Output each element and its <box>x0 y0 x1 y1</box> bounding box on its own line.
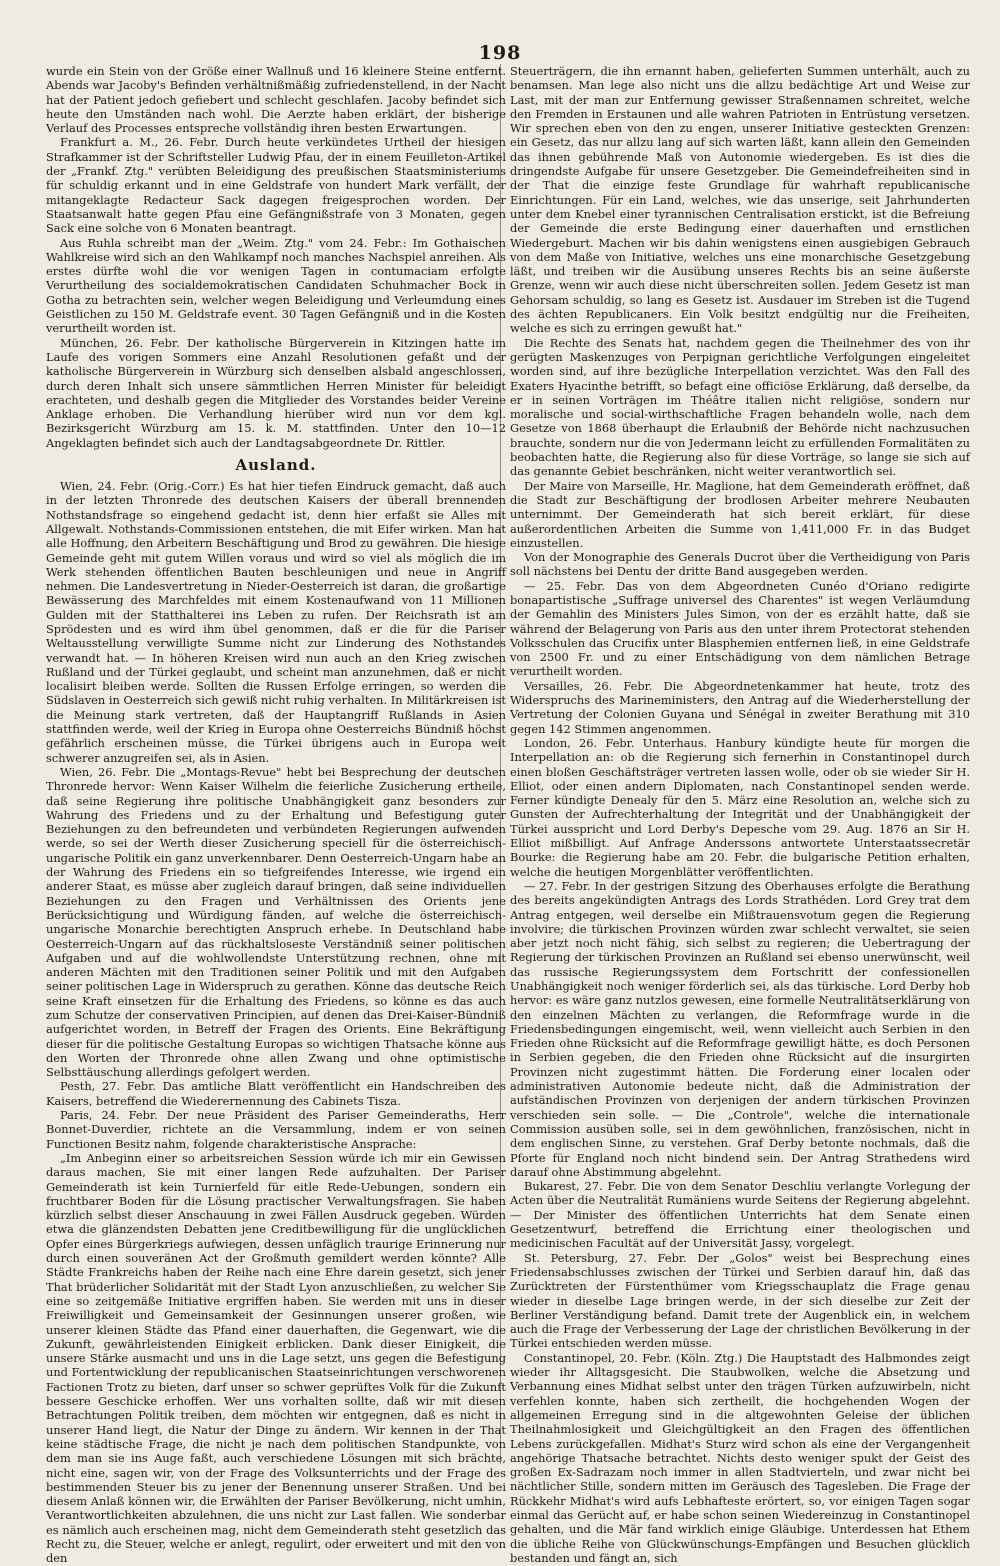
left-column <box>46 64 506 1566</box>
article-paragraph: — 27. Febr. In der gestrigen Sitzung des Oberhauses erfolgte die Berathung des bereits angekündigten Antrags des Lords Strathéden. Lord Grey trat dem Antrag entgegen, weil derselbe ein Mißtrauensvotum gegen die Regierung involvire; die türkischen Provinzen würden zwar schlecht verwaltet, sie seien aber jetzt noch nicht fähig, sich selbst zu regieren; die Uebertragung der Regierung der türkischen Provinzen an Rußland sei ebenso unerwünscht, weil das russische Regierungssystem dem Fortschritt der confessionellen Unabhängigkeit noch weniger förderlich sei, als das türkische. Lord Derby hob hervor: es wäre ganz nutzlos gewesen, eine formelle Neutralitätserklärung von den einzelnen Mächten zu verlangen, die Reformfrage wurde in die Friedensbedingungen eingemischt, weil, wenn vielleicht auch Serbien in den Frieden ohne Rücksicht auf die Reformfrage gewilligt hätte, es doch Personen in Serbien gegeben, die den Frieden ohne Rücksicht auf die insurgirten Provinzen nicht zugestimmt hätten. Die Forderung einer localen oder administrativen Autonomie bedeute nicht, daß die Administration der aufständischen Provinzen von derjenigen der andern türkischen Provinzen verschieden sein solle. — Die „Controle", welche die internationale Commission ausüben solle, sei in dem gewöhnlichen, französischen, nicht in dem englischen Sinne, zu verstehen. Graf Derby betonte nochmals, daß die Pforte für England noch nicht bindend sein. Der Antrag Strathedens wird darauf ohne Abstimmung abgelehnt. <box>510 878 970 1179</box>
article-paragraph: Constantinopel, 20. Febr. (Köln. Ztg.) Die Hauptstadt des Halbmondes zeigt wieder ihr Alltagsgesicht. Die Staubwolken, welche die Absetzung und Verbannung eines Midhat selbst unter den trägen Türken aufzuwirbeln, nicht verfehlen konnte, haben sich zertheilt, die hochgehenden Wogen der allgemeinen Erregung sind in die altgewohnten Geleise der üblichen Theilnahmlosigkeit und Gleichgültigkeit an den Fragen des öffentlichen Lebens zurückgefallen. Midhat's Sturz wird schon als eine der Vergangenheit angehörige Thatsache betrachtet. Nichts desto weniger spukt der Geist des großen Ex-Sadrazam noch immer in allen Stadtvierteln, und zwar nicht bei nächtlicher Stille, sondern mitten im Geräusch des Tagesleben. Die Frage der Rückkehr Midhat's wird aufs Lebhafteste erörtert, so, vor einigen Tagen sogar einmal das Gerücht auf, er habe schon seinen Wiedereinzug in Constantinopel gehalten, und die Mär fand wirklich einige Gläubige. Unterdessen hat Ethem die übliche Reihe von Glückwünschungs-Empfängen und Besuchen glücklich bestanden und fängt an, sich <box>510 1350 970 1565</box>
article-paragraph: München, 26. Febr. Der katholische Bürgerverein in Kitzingen hatte im Laufe des vorigen Sommers eine Anzahl Resolutionen gefaßt und der katholische Bürgerverein in Würzburg sich denselben alsbald angeschlossen, durch deren Inhalt sich unsere sämmtlichen Herren Minister für beleidigt erachteten, und deshalb gegen die Mitglieder des Vorstandes beider Vereine Anklage erhoben. Die Verhandlung hierüber wird nun vor dem kgl. Bezirksgericht Würzburg am 15. k. M. stattfinden. Unter den 10—12 Angeklagten befindet sich auch der Landtagsabgeordnete Dr. Rittler. <box>46 335 506 450</box>
article-paragraph: Frankfurt a. M., 26. Febr. Durch heute verkündetes Urtheil der hiesigen Strafkammer ist der Schriftsteller Ludwig Pfau, der in einem Feuilleton-Artikel der „Frankf. Ztg." verübten Beleidigung des preußischen Staatsministeriums für schuldig erkannt und in eine Geldstrafe von hundert Mark verfällt, der mitangeklagte Redacteur Sack dagegen freigesprochen worden. Der Staatsanwalt hatte gegen Pfau eine Gefängnißstrafe von 3 Monaten, gegen Sack eine solche von 6 Monaten beantragt. <box>46 135 506 236</box>
article-paragraph: — 25. Febr. Das von dem Abgeordneten Cunéo d'Oriano redigirte bonapartistische „Suffrage universel des Charentes" ist wegen Verläumdung der Gemahlin des Ministers Jules Simon, von der es erzählt hatte, daß sie während der Belagerung von Paris aus den unter ihrem Protectorat stehenden Volksschulen das Crucifix unter Blasphemien entfernen ließ, in eine Geldstrafe von 2500 Fr. und zu einer Entschädigung von dem nämlichen Betrage verurtheilt worden. <box>510 578 970 679</box>
right-column <box>510 64 970 1565</box>
section-heading: Ausland. <box>235 456 317 475</box>
article-paragraph: Bukarest, 27. Febr. Die von dem Senator Deschliu verlangte Vorlegung der Acten über die Neutralität Rumäniens wurde Seitens der Regierung abgelehnt. — Der Minister des öffentlichen Unterrichts hat dem Senate einen Gesetzentwurf, betreffend die Errichtung einer theologischen und medicinischen Facultät auf der Universität Jassy, vorgelegt. <box>510 1179 970 1251</box>
article-paragraph: Der Maire von Marseille, Hr. Maglione, hat dem Gemeinderath eröffnet, daß die Stadt zur Beschäftigung der brodlosen Arbeiter mehrere Neubauten unternimmt. Der Gemeinderath hat sich bereit erklärt, für diese außerordentlichen Arbeiten die Summe von 1,411,000 Fr. in das Budget einzustellen. <box>510 478 970 550</box>
article-paragraph: Steuerträgern, die ihn ernannt haben, gelieferten Summen unterhält, auch zu benamsen. Man lege also nicht uns die allzu bedächtige Art und Weise zur Last, mit der man zur Entfernung gewisser Straßennamen schreitet, welche den Fremden in Erstaunen und alle wahren Patrioten in Entrüstung versetzen. Wir sprechen eben von den zu engen, unserer Initiative gesteckten Grenzen: ein Gesetz, das nur allzu lang auf sich warten läßt, kann allein den Gemeinden das ihnen gebührende Maß von Autonomie wiedergeben. Es ist dies die dringendste Aufgabe für unsere Gesetzgeber. Die Gemeindefreiheiten sind in der That die einzige feste Grundlage für wahrhaft republicanische Einrichtungen. Für ein Land, welches, wie das unserige, seit Jahrhunderten unter dem Knebel einer tyrannischen Centralisation erstickt, ist die Befreiung der Gemeinde die erste Bedingung einer dauerhaften und ernstlichen Wiedergeburt. Machen wir bis dahin wenigstens einen ausgiebigen Gebrauch von dem Maße von Initiative, welches uns eine monarchische Gesetzgebung läßt, und treiben wir die Ausübung unseres Rechts bis an seine äußerste Grenze, wenn wir auch diese nicht überschreiten sollen. Jedem Gesetz ist man Gehorsam schuldig, so lang es Gesetz ist. Ausdauer im Streben ist die Tugend des ächten Republicaners. Ein Volk besitzt endgültig nur die Freiheiten, welche es sich zu erringen gewußt hat." <box>510 64 970 336</box>
article-paragraph: Wien, 24. Febr. (Orig.-Corr.) Es hat hier tiefen Eindruck gemacht, daß auch in der letzten Thronrede des deutschen Kaisers der überall brennenden Nothstandsfrage so eingehend gedacht ist, denn hier erfaßt sie Alles mit Allgewalt. Nothstands-Commissionen entstehen, die mit Eifer wirken. Man hat alle Hoffnung, den Arbeitern Beschäftigung und Brod zu gewähren. Die hiesige Gemeinde geht mit gutem Willen voraus und wird so viel als möglich die im Werk stehenden öffentlichen Bauten beschleunigen und neue in Angriff nehmen. Die Landesvertretung in Nieder-Oesterreich ist daran, die großartige Bewässerung des Marchfeldes mit einem Kostenaufwand von 11 Millionen Gulden mit der Statthalterei ins Leben zu rufen. Der Reichsrath ist am Sprödesten und es wird ihm übel genommen, daß er die für die Pariser Weltausstellung verwilligte Summe nicht zur Linderung des Nothstandes verwandt hat. — In höheren Kreisen wird nun auch an den Krieg zwischen Rußland und der Türkei geglaubt, und scheint man anzunehmen, daß er nicht localisirt bleiben werde. Sollten die Russen Erfolge erringen, so werden die Südslaven in Oesterreich sich gewiß nicht ruhig verhalten. In Militärkreisen ist die Meinung stark vertreten, daß der Hauptangriff Rußlands in Asien stattfinden werde, weil der Krieg in Europa ohne Oesterreichs Bündniß höchst gefährlich erscheinen müsse, die Türkei übrigens auch in Europa weit schwerer anzugreifen sei, als in Asien. <box>46 479 506 765</box>
article-paragraph: Aus Ruhla schreibt man der „Weim. Ztg." vom 24. Febr.: Im Gothaischen Wahlkreise wird sich an den Wahlkampf noch manches Nachspiel anreihen. Als erstes dürfte wohl die vor wenigen Tagen in contumaciam erfolgte Verurtheilung des socialdemokratischen Candidaten Schuhmacher Bock in Gotha zu betrachten sein, welcher wegen Beleidigung und Verleumdung eines Geistlichen zu 150 M. Geldstrafe event. 30 Tagen Gefängniß und in die Kosten verurtheilt worden ist. <box>46 235 506 336</box>
article-paragraph: Pesth, 27. Febr. Das amtliche Blatt veröffentlicht ein Handschreiben des Kaisers, betreffend die Wiederernennung des Cabinets Tisza. <box>46 1079 506 1108</box>
article-paragraph: St. Petersburg, 27. Febr. Der „Golos" weist bei Besprechung eines Friedensabschlusses zwischen der Türkei und Serbien darauf hin, daß das Zurücktreten der Fürstenthümer vom Kriegsschauplatz die Frage genau wieder in dieselbe Lage bringen werde, in der sich dieselbe zur Zeit der Berliner Verständigung befand. Damit trete der Augenblick ein, in welchem auch die Frage der Verbesserung der Lage der christlichen Bevölkerung in der Türkei entschieden werden müsse. <box>510 1250 970 1351</box>
article-paragraph: Die Rechte des Senats hat, nachdem gegen die Theilnehmer des von ihr gerügten Maskenzuges von Perpignan gerichtliche Verfolgungen eingeleitet worden sind, auf ihre bezügliche Interpellation verzichtet. Was den Fall des Exaters Hyacinthe betrifft, so befagt eine officiöse Erklärung, daß derselbe, da er in seinen Vorträgen im Théâtre italien nicht religiöse, sondern nur moralische und social-wirthschaftliche Fragen behandeln wolle, nach dem Gesetze von 1868 überhaupt die Erlaubniß der Behörde nicht nachzusuchen brauchte, sondern nur die von Jedermann leicht zu erfüllenden Formalitäten zu beobachten hatte, die Regierung also für diese Vorträge, so lange sie sich auf das genannte Gebiet beschränken, nicht weiter verantwortlich sei. <box>510 335 970 479</box>
article-paragraph: Wien, 26. Febr. Die „Montags-Revue" hebt bei Besprechung der deutschen Thronrede hervor: Wenn Kaiser Wilhelm die feierliche Zusicherung ertheile, daß seine Regierung ihre politische Unabhängigkeit ganz besonders zur Wahrung des Friedens und zu der Erhaltung und Befestigung guter Beziehungen zu den befreundeten und verbündeten Regierungen aufwenden werde, so sei der Werth dieser Zusicherung speciell für die österreichisch-ungarische Politik ein ganz unverkennbarer. Denn Oesterreich-Ungarn habe an der Wahrung des Friedens ein so tiefgreifendes Interesse, wie irgend ein anderer Staat, es müsse aber zugleich darauf bringen, daß seine individuellen Beziehungen zu den Fragen und Verhältnissen des Orients jene Berücksichtigung und Würdigung fänden, auf welche die österreichisch-ungarische Monarchie berechtigten Anspruch erhebe. In Deutschland habe Oesterreich-Ungarn auf das rückhaltsloseste Verständniß seiner politischen Aufgaben und auf die wohlwollendste Unterstützung rechnen, ohne mit anderen Mächten mit den Traditionen seiner Politik und mit den Aufgaben seiner politischen Lage in Widerspruch zu gerathen. Könne das deutsche Reich seine Kraft einsetzen für die Erhaltung des Friedens, so könne es das auch zum Schutze der conservativen Principien, auf denen das Drei-Kaiser-Bündniß aufgerichtet worden, in Betreff der Fragen des Orients. Eine Bekräftigung dieser für die politische Gestaltung Europas so wichtigen Thatsache könne aus den Worten der Thronrede ohne allen Zwang und ohne optimistische Selbsttäuschung allerdings gefolgert werden. <box>46 764 506 1080</box>
article-paragraph: Von der Monographie des Generals Ducrot über die Vertheidigung von Paris soll nächstens bei Dentu der dritte Band ausgegeben werden. <box>510 550 970 579</box>
article-paragraph: Versailles, 26. Febr. Die Abgeordnetenkammer hat heute, trotz des Widerspruchs des Marineministers, den Antrag auf die Wiederherstellung der Vertretung der Colonien Guyana und Sénégal in zweiter Berathung mit 310 gegen 142 Stimmen angenommen. <box>510 678 970 736</box>
page-number: 198 <box>478 42 522 64</box>
article-paragraph: wurde ein Stein von der Größe einer Wallnuß und 16 kleinere Steine entfernt. Abends war Jacoby's Befinden verhältnißmäßig zufriedenstellend, in der Nacht hat der Patient jedoch gefiebert und schlecht geschlafen. Jacoby befindet sich heute den Umständen nach wohl. Die Aerzte haben erklärt, der bisherige Verlauf des Processes entspreche vollständig ihren besten Erwartungen. <box>46 64 506 136</box>
article-paragraph: „Im Anbeginn einer so arbeitsreichen Session würde ich mir ein Gewissen daraus machen, Sie mit einer langen Rede aufzuhalten. Der Pariser Gemeinderath ist kein Turnierfeld für eitle Rede-Uebungen, sondern ein fruchtbarer Boden für die Lösung practischer Verwaltungsfragen. Sie haben kürzlich selbst dieser Anschauung in zwei Fällen Ausdruck gegeben. Würden etwa die glänzendsten Debatten jene Creditbewilligung für die unglücklichen Opfer eines Bürgerkriegs aufwiegen, dessen unfäglich traurige Erinnerung nur durch einen souveränen Act der Großmuth gemildert werden könnte? Alle Städte Frankreichs haben der Reihe nach eine Ehre darein gesetzt, sich jener That brüderlicher Solidarität mit der Stadt Lyon anzuschließen, zu welcher Sie eine so zeitgemäße Initiative ergriffen haben. Sie werden mit uns in dieser Freiwilligkeit und Gemeinsamkeit der Gesinnungen unserer großen, wie unserer kleinen Städte das Pfand einer dauerhaften, die Gegenwart, wie die Zukunft, gewährleistenden Einigkeit erblicken. Dank dieser Einigkeit, die unsere Stärke ausmacht und uns in die Lage setzt, uns gegen die Befestigung und Fortentwicklung der republicanischen Staatseinrichtungen verschworenen Factionen Trotz zu bieten, darf unser so schwer geprüftes Volk für die Zukunft bessere Geschicke erhoffen. Wer uns vorhalten sollte, daß wir mit diesen Betrachtungen Politik treiben, dem möchten wir entgegnen, daß es nicht in unserer Hand liegt, die Natur der Dinge zu ändern. Wir kennen in der That keine städtische Frage, die nicht je nach dem politischen Standpunkte, von dem man sie ins Auge faßt, auch verschiedene Lösungen mit sich brächte, nicht eine, sagen wir, von der Frage des Volksunterrichts und der Frage des bestimmenden Steuer bis zu jener der Benennung unserer Straßen. Und bei diesem Anlaß können wir, die Erwählten der Pariser Bevölkerung, nicht umhin, Verantwortlichkeiten abzulehnen, die uns nicht zur Last fallen. Wie sonderbar es nämlich auch erscheinen mag, nicht dem Gemeinderath steht gesetzlich das Recht zu, die Steuer, welche er anlegt, regulirt, oder erweitert und mit den von den <box>46 1150 506 1566</box>
article-paragraph: London, 26. Febr. Unterhaus. Hanbury kündigte heute für morgen die Interpellation an: ob die Regierung sich fernerhin in Constantinopel durch einen bloßen Geschäftsträger vertreten lassen wolle, oder ob sie wieder Sir H. Elliot, oder einen andern Diplomaten, nach Constantinopel senden werde. Ferner kündigte Denealy für den 5. März eine Resolution an, welche sich zu Gunsten der Aufrechterhaltung der Integrität und der Unabhängigkeit der Türkei ausspricht und Lord Derby's Depesche vom 29. Aug. 1876 an Sir H. Elliot mißbilligt. Auf Anfrage Anderssons antwortete Unterstaatssecretär Bourke: die Regierung habe am 20. Febr. die bulgarische Petition erhalten, welche die heutigen Morgenblätter veröffentlichten. <box>510 735 970 879</box>
article-paragraph: Paris, 24. Febr. Der neue Präsident des Pariser Gemeinderaths, Herr Bonnet-Duverdier, richtete an die Versammlung, indem er von seinen Functionen Besitz nahm, folgende charakteristische Ansprache: <box>46 1108 506 1151</box>
